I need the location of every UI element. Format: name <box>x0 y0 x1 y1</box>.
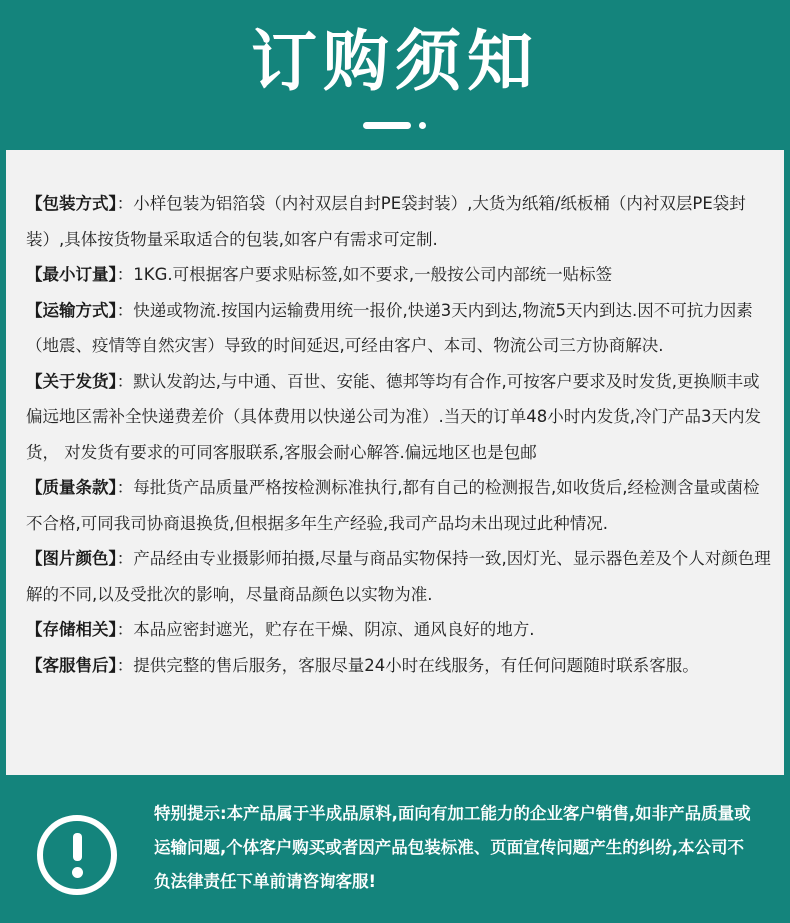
term-label: 【存储相关】 <box>26 620 117 639</box>
term-label: 【质量条款】 <box>26 478 117 497</box>
term-label: 【最小订量】 <box>26 265 117 284</box>
term-label: 【关于发货】 <box>26 371 117 391</box>
term-text: ：本品应密封遮光，贮存在干燥、阴凉、通风良好的地方. <box>116 620 535 639</box>
term-label: 【图片颜色】 <box>26 549 117 568</box>
term-text: ：每批货产品质量严格按检测标准执行,都有自己的检测报告,如收货后,经检测含量或菌检不合格,可同我司协商退换货,但根据多年生产经验,我司产品均未出现过此种情况. <box>26 478 760 533</box>
term-text: ：默认发韵达,与中通、百世、安能、德邦等均有合作,可按客户要求及时发货,更换顺丰或偏远地区需补全快递费差价（具体费用以快递公司为准）.当天的订单48小时内发货,冷门产品3天内发货， 对发货有要求的可同客服联系,客服会耐心解答.偏远地区也是包邮 <box>26 371 761 462</box>
term-min-order <box>26 257 771 293</box>
exclamation-circle-icon <box>37 815 117 895</box>
exclamation-bar <box>73 833 82 861</box>
term-text: ：提供完整的售后服务，客服尽量24小时在线服务，有任何问题随时联系客服。 <box>116 655 699 675</box>
term-label: 【包装方式】 <box>26 194 117 213</box>
term-text: ：快递或物流.按国内运输费用统一报价,快递3天内到达,物流5天内到达.因不可抗力因素（地震、疫情等自然灾害）导致的时间延迟,可经由客户、本司、物流公司三方协商解决. <box>26 300 753 355</box>
terms-list <box>26 186 771 683</box>
page-title: 订购须知 <box>251 23 539 100</box>
special-notice: 特别提示:本产品属于半成品原料,面向有加工能力的企业客户销售,如非产品质量或运输问题,个体客户购买或者因产品包装标准、页面宣传问题产生的纠纷,本公司不负法律责任下单前请咨询客服! <box>154 804 751 891</box>
term-quality <box>26 470 771 541</box>
term-label: 【运输方式】 <box>26 300 117 320</box>
term-delivery <box>26 364 771 471</box>
term-text: ：小样包装为铝箔袋（内衬双层自封PE袋封装）,大货为纸箱/纸板桶（内衬双层PE袋封装）,具体按货物量采取适合的包装,如客户有需求可定制. <box>26 194 746 249</box>
term-packaging <box>26 186 771 257</box>
term-image-color <box>26 541 771 612</box>
term-label: 【客服售后】 <box>26 655 117 675</box>
terms-panel <box>6 150 784 775</box>
term-text: ：1KG.可根据客户要求贴标签,如不要求,一般按公司内部统一贴标签 <box>116 265 613 284</box>
header <box>0 0 790 150</box>
title-underline <box>363 122 411 129</box>
term-text: ：产品经由专业摄影师拍摄,尽量与商品实物保持一致,因灯光、显示器色差及个人对颜色理解的不同,以及受批次的影响，尽量商品颜色以实物为准. <box>26 549 771 604</box>
title-dot <box>419 122 426 129</box>
term-shipping-method <box>26 293 771 364</box>
term-storage <box>26 612 771 648</box>
term-after-sales <box>26 648 771 684</box>
exclamation-dot <box>72 867 83 878</box>
